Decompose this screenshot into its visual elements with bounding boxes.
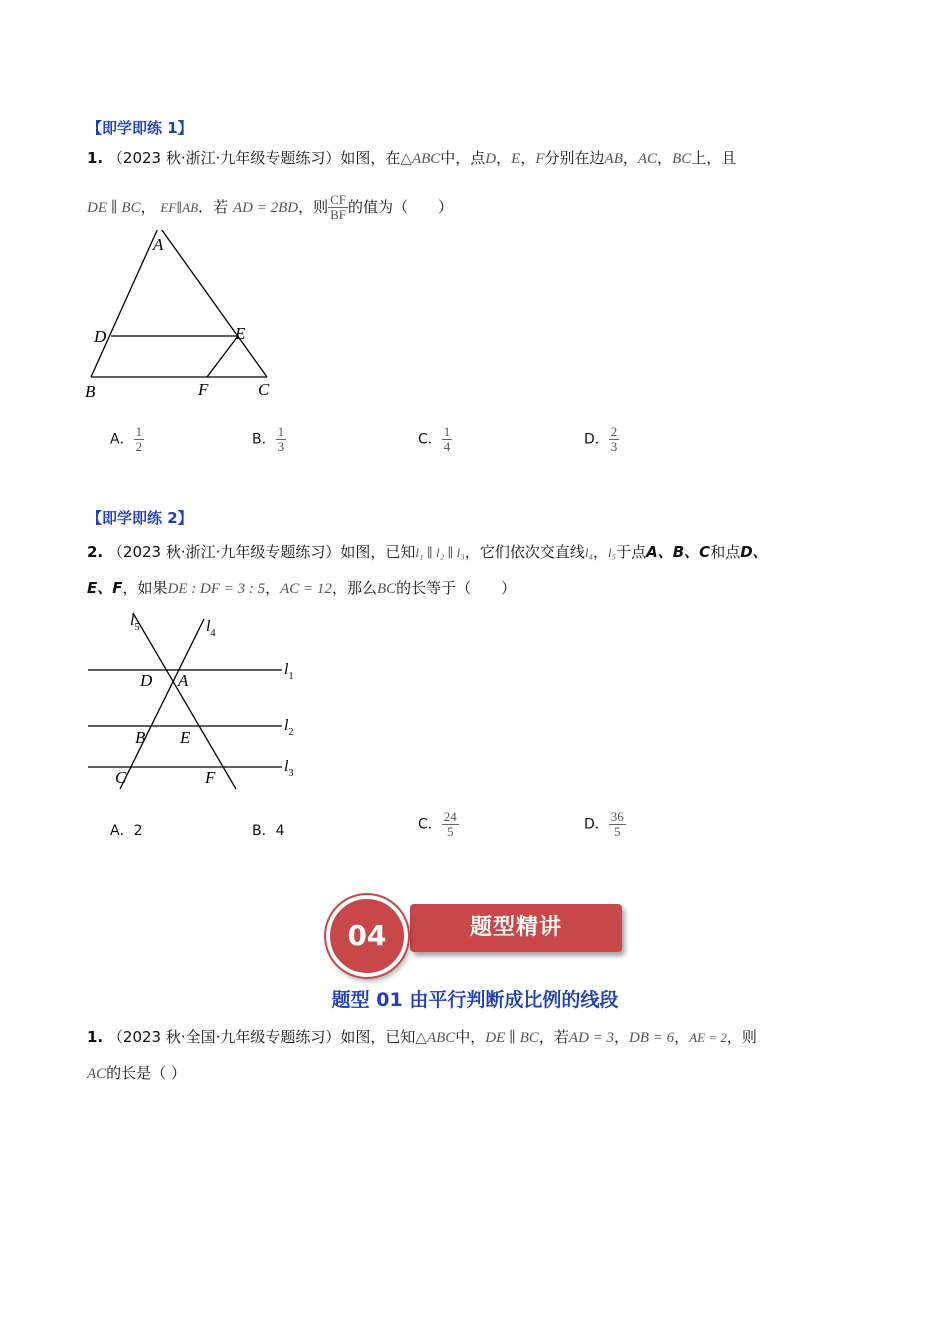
text: ，则 [726, 1028, 757, 1046]
text: 中， [455, 1028, 486, 1046]
problem-number: 2. [87, 543, 104, 561]
text: ， [674, 1028, 690, 1046]
line-l4 [120, 619, 204, 789]
math-cond-1: DE ∥ BC [485, 1030, 539, 1046]
practice-label-1: 【即学即练 1】 [87, 119, 193, 137]
text: 和点 [710, 543, 741, 561]
text: 分别在边 [544, 149, 605, 167]
banner-title: 题型精讲 [469, 915, 562, 940]
option-letter: B． [252, 431, 276, 448]
problem-3-line-2 [87, 1062, 186, 1085]
problem-number: 1. [87, 149, 104, 167]
option-letter: C． [418, 431, 442, 448]
numerator: CF [330, 192, 347, 207]
text: ， [657, 149, 673, 167]
section-heading: 题型 01 由平行判断成比例的线段 [331, 989, 619, 1011]
text: ， [614, 1028, 630, 1046]
math-l5: l₅ [607, 545, 617, 560]
text: ，它们依次交直线 [464, 543, 585, 561]
math-cond-3: DB = 6 [629, 1030, 675, 1046]
label-d: D [94, 327, 107, 346]
label-text: l [284, 717, 289, 734]
label-l2 [284, 717, 293, 738]
math-l4: l₄ [584, 545, 593, 560]
text: 上，且 [691, 149, 737, 167]
label-subscript: 3 [288, 768, 294, 779]
label-text: l [284, 758, 289, 775]
text: ， [140, 198, 156, 216]
problem-2-line-1 [87, 541, 768, 564]
option-c[interactable] [418, 810, 459, 839]
math-cond-1: DE : DF = 3 : 5 [167, 581, 266, 597]
practice-label-2: 【即学即练 2】 [87, 509, 193, 527]
text: ， [622, 149, 638, 167]
math-cond-2: AD = 3 [568, 1030, 615, 1046]
option-fraction [276, 425, 287, 454]
option-letter: D． [584, 431, 609, 448]
option-fraction [134, 425, 145, 454]
label-b: B [135, 728, 146, 747]
problem-2-line-2 [87, 577, 516, 600]
option-fraction [442, 810, 459, 839]
label-d: D [140, 671, 153, 690]
option-d[interactable] [584, 810, 626, 839]
text: ，若 [538, 1028, 569, 1046]
numerator: 1 [443, 424, 451, 439]
label-f: F [205, 768, 216, 787]
math-cond-4: AE = 2 [689, 1030, 727, 1045]
denominator: 5 [447, 824, 454, 839]
label-a: A [178, 671, 189, 690]
denominator: 2 [135, 439, 143, 454]
option-fraction [442, 425, 453, 454]
denominator: 4 [443, 439, 451, 454]
problem-1-line-1 [87, 147, 736, 170]
label-subscript: 2 [288, 727, 294, 738]
option-b[interactable] [252, 425, 286, 454]
parallel-lines-figure [80, 605, 310, 795]
math-ac: AC [87, 1066, 107, 1082]
math-cond-1: DE ∥ BC [87, 200, 141, 216]
label-a: A [153, 235, 164, 254]
math-bc: BC [376, 581, 397, 597]
text: ， [592, 543, 608, 561]
label-text: l [284, 661, 289, 678]
label-subscript: 4 [210, 628, 216, 639]
numerator: 2 [610, 424, 618, 439]
segment-ef [207, 336, 238, 377]
option-letter: D． [584, 816, 609, 833]
problem-3-line-1 [87, 1026, 757, 1049]
problem-source: （2023 秋·全国·九年级专题练习）如图，已知 [107, 1028, 416, 1046]
math-cond-2: EF∥AB [160, 200, 199, 215]
math-cond-2: AC = 12 [280, 581, 332, 597]
numerator: 24 [443, 809, 457, 824]
text: 于点 [616, 543, 647, 561]
text: ， [496, 149, 512, 167]
option-fraction [609, 810, 626, 839]
side-ac [159, 230, 267, 377]
problem-source: （2023 秋·浙江·九年级专题练习）如图，在 [107, 149, 401, 167]
numerator: 1 [277, 424, 285, 439]
problem-number: 1. [87, 1028, 104, 1046]
problem-1-line-2 [87, 193, 453, 222]
math-triangle: △ABC [415, 1030, 456, 1046]
denominator: 3 [277, 439, 285, 454]
math-point-d: D [485, 151, 497, 167]
label-l3 [284, 758, 293, 779]
banner-number: 04 [347, 919, 387, 952]
label-l4 [206, 618, 215, 639]
label-f: F [198, 380, 209, 399]
label-e: E [235, 324, 246, 343]
denominator: BF [330, 207, 347, 222]
section-banner [324, 893, 629, 973]
numerator: 36 [610, 809, 624, 824]
line-l5 [133, 613, 236, 789]
label-l1 [284, 661, 293, 682]
math-triangle: △ABC [400, 151, 441, 167]
math-parallel: l₁ ∥ l₂ ∥ l₃ [415, 545, 465, 560]
option-b[interactable]: B．4 [252, 823, 285, 839]
text: 的长是（ ） [106, 1064, 186, 1082]
text: ，那么 [331, 579, 377, 597]
label-c: C [115, 768, 127, 787]
option-a[interactable]: A．2 [110, 823, 143, 839]
triangle-figure [80, 230, 290, 405]
text: 的长等于（ ） [396, 579, 517, 597]
numerator: 1 [135, 424, 143, 439]
text: ，则 [298, 198, 329, 216]
points-abc: A、B、C [646, 543, 711, 561]
option-fraction [609, 425, 620, 454]
option-letter: C． [418, 816, 442, 833]
text: ， [520, 149, 536, 167]
denominator: 5 [614, 824, 621, 839]
math-point-f: F [535, 151, 545, 167]
option-a[interactable] [110, 425, 144, 454]
option-letter: A． [110, 431, 134, 448]
math-bc: BC [672, 151, 692, 167]
math-ac: AC [637, 151, 658, 167]
option-c[interactable] [418, 425, 452, 454]
math-cond-3: AD = 2BD [232, 200, 299, 216]
label-text: l [206, 618, 211, 635]
label-c: C [258, 380, 270, 399]
label-text: l [130, 612, 135, 629]
denominator: 3 [610, 439, 618, 454]
text: ， [265, 579, 281, 597]
points-ef: E、F [87, 579, 123, 597]
label-subscript: 1 [288, 671, 294, 682]
fraction-cf-bf [328, 193, 348, 222]
option-d[interactable] [584, 425, 619, 454]
label-subscript: 5 [134, 622, 140, 633]
text: 中，点 [440, 149, 486, 167]
text: ，如果 [122, 579, 168, 597]
text: ．若 [198, 198, 229, 216]
points-d: D、 [740, 543, 768, 561]
math-point-e: E [511, 151, 521, 167]
side-ab [91, 230, 159, 377]
label-b: B [85, 382, 96, 401]
text: 的值为（ ） [348, 198, 454, 216]
math-ab: AB [604, 151, 623, 167]
problem-source: （2023 秋·浙江·九年级专题练习）如图，已知 [107, 543, 416, 561]
label-e: E [180, 728, 191, 747]
